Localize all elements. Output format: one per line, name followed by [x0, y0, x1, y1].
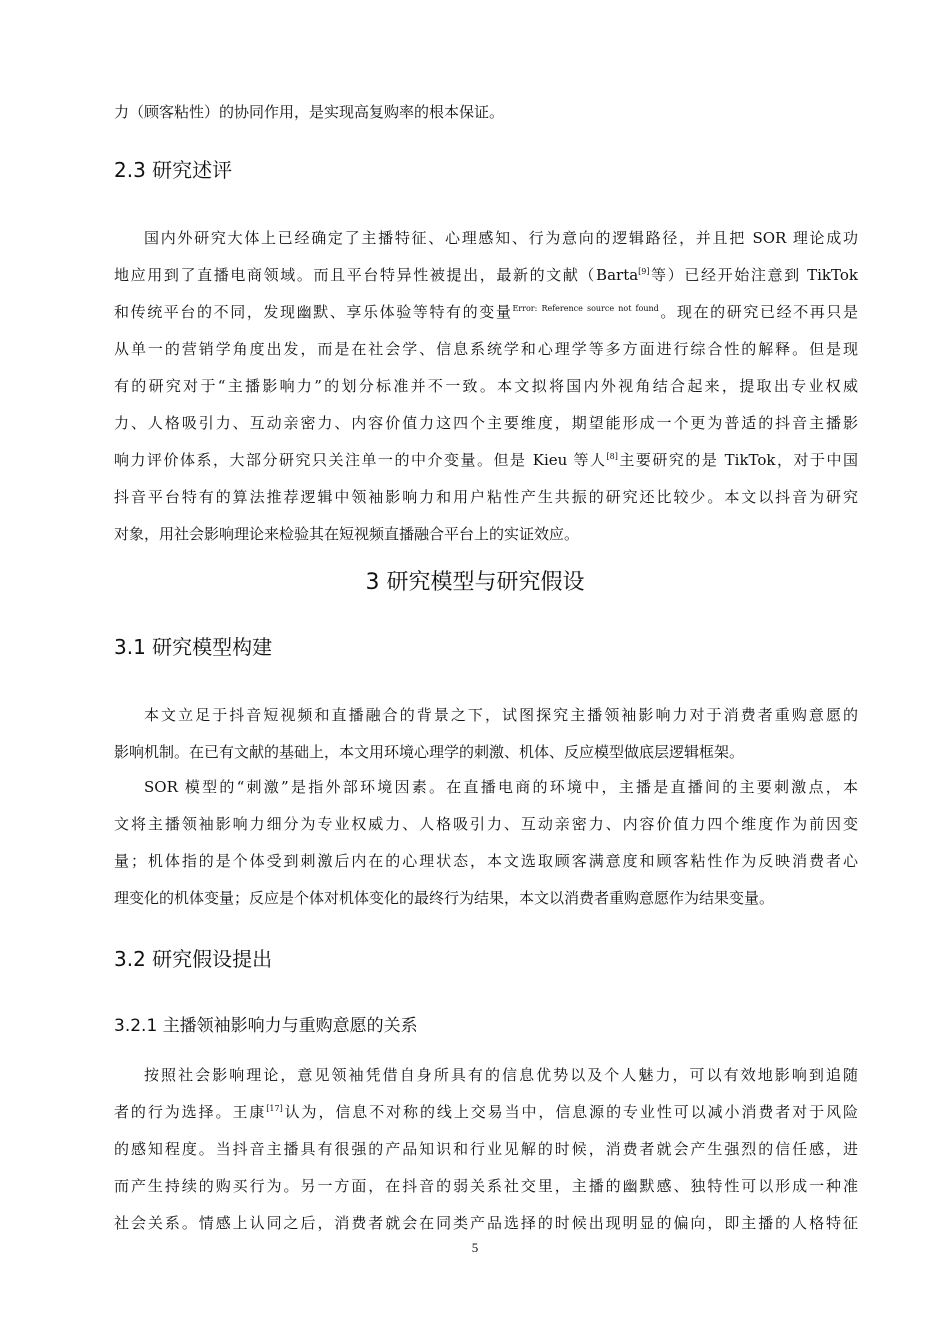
heading-3-2-1: 3.2.1 主播领袖影响力与重购意愿的关系 — [114, 1016, 418, 1036]
text-line: 抖音平台特有的算法推荐逻辑中领袖影响力和用户粘性产生共振的研究还比较少。本文以抖音为研究 — [114, 488, 858, 506]
text-line: 文将主播领袖影响力细分为专业权威力、人格吸引力、互动亲密力、内容价值力四个维度作为前因变 — [114, 815, 858, 833]
text-line: 按照社会影响理论，意见领袖凭借自身所具有的信息优势以及个人魅力，可以有效地影响到追随 — [144, 1066, 858, 1084]
text-line: 而产生持续的购买行为。另一方面，在抖音的弱关系社交里，主播的幽默感、独特性可以形成一种准 — [114, 1177, 858, 1195]
citation[interactable]: [9] — [638, 267, 650, 276]
text-line: 的感知程度。当抖音主播具有很强的产品知识和行业见解的时候，消费者就会产生强烈的信任感，进 — [114, 1140, 858, 1158]
text-line: 量；机体指的是个体受到刺激后内在的心理状态，本文选取顾客满意度和顾客粘性作为反映消费者心 — [114, 852, 858, 870]
text-line: 者的行为选择。王康[17]认为，信息不对称的线上交易当中，信息源的专业性可以减小消费者对于风险 — [114, 1103, 858, 1121]
text-line: 社会关系。情感上认同之后，消费者就会在同类产品选择的时候出现明显的偏向，即主播的人格特征 — [114, 1214, 858, 1232]
text-line: 理变化的机体变量；反应是个体对机体变化的最终行为结果，本文以消费者重购意愿作为结果变量。 — [114, 889, 775, 907]
text-line: 力、人格吸引力、互动亲密力、内容价值力这四个主要维度，期望能形成一个更为普适的抖音主播影 — [114, 414, 858, 432]
text-line: 响力评价体系，大部分研究只关注单一的中介变量。但是 Kieu 等人[8]主要研究的是 TikTok，对于中国 — [114, 451, 858, 469]
citation[interactable]: [8] — [606, 452, 618, 461]
text-line: 影响机制。在已有文献的基础上，本文用环境心理学的刺激、机体、反应模型做底层逻辑框架。 — [114, 743, 745, 761]
heading-3-2: 3.2 研究假设提出 — [114, 947, 273, 971]
text-line: 和传统平台的不同，发现幽默、享乐体验等特有的变量$^{Error: Reference source not found}$。现在的研究已经不再只是 — [114, 303, 858, 321]
text-line: 本文立足于抖音短视频和直播融合的背景之下，试图探究主播领袖影响力对于消费者重购意愿的 — [144, 706, 858, 724]
text-line: 有的研究对于“主播影响力”的划分标准并不一致。本文拟将国内外视角结合起来，提取出专业权威 — [114, 377, 858, 395]
page-number: 5 — [471, 1240, 479, 1255]
heading-2-3: 2.3 研究述评 — [114, 158, 233, 182]
text-line: 力（顾客粘性）的协同作用，是实现高复购率的根本保证。 — [114, 103, 505, 121]
text-line: 地应用到了直播电商领域。而且平台特异性被提出，最新的文献（Barta[9]等）已经开始注意到 TikTok — [114, 266, 858, 284]
text-line: SOR 模型的“刺激”是指外部环境因素。在直播电商的环境中，主播是直播间的主要刺激点，本 — [144, 778, 858, 796]
reference-error: Error: Reference source not found — [512, 304, 659, 313]
text-line: 国内外研究大体上已经确定了主播特征、心理感知、行为意向的逻辑路径，并且把 SOR 理论成功 — [144, 229, 858, 247]
heading-3-1: 3.1 研究模型构建 — [114, 635, 273, 659]
text-line: 从单一的营销学角度出发，而是在社会学、信息系统学和心理学等多方面进行综合性的解释。但是现 — [114, 340, 858, 358]
citation[interactable]: [17] — [266, 1104, 283, 1113]
text-line: 对象，用社会影响理论来检验其在短视频直播融合平台上的实证效应。 — [114, 525, 580, 543]
heading-3-chapter: 3 研究模型与研究假设 — [365, 570, 585, 595]
